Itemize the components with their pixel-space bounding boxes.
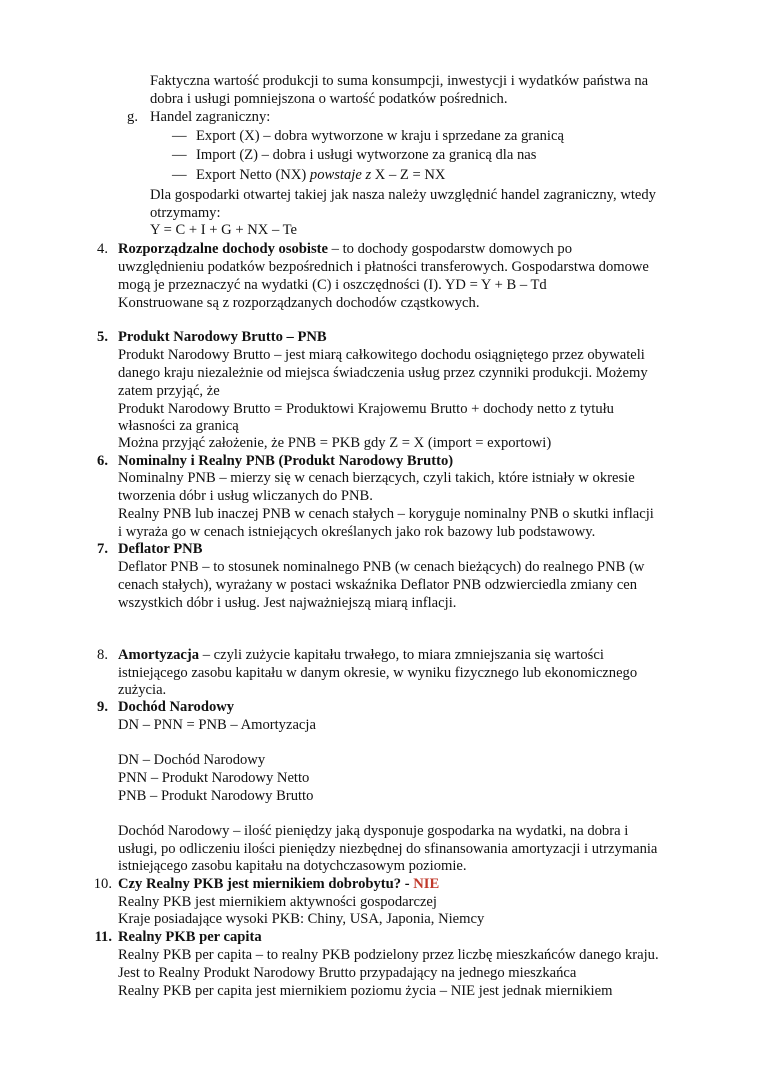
section-7-line-1: Deflator PNB – to stosunek nominalnego PNB (w cenach bieżących) do realnego PNB (w <box>118 559 645 575</box>
section-8-line-3: zużycia. <box>118 682 167 698</box>
bullet-import: Import (Z) – dobra i usługi wytworzone za granicą dla nas <box>196 147 537 163</box>
item-g-marker: g. <box>127 109 138 125</box>
section-4-line-2: uwzględnieniu podatków bezpośrednich i płatności transferowych. Gospodarstwa domowe <box>118 259 649 275</box>
section-10-number: 10. <box>93 876 112 892</box>
section-11-title: Realny PKB per capita <box>118 929 262 945</box>
section-8-line-1-rest: – czyli zużycie kapitału trwałego, to miara zmniejszania się wartości <box>202 647 604 663</box>
section-10-heading <box>118 875 439 893</box>
section-11-line-2: Jest to Realny Produkt Narodowy Brutto przypadający na jednego mieszkańca <box>118 965 577 981</box>
section-6-number: 6. <box>97 453 108 469</box>
section-11-number: 11. <box>94 929 112 945</box>
section-4-title: Rozporządzalne dochody osobiste <box>118 241 328 257</box>
section-7-title: Deflator PNB <box>118 541 203 557</box>
intro-line-2: dobra i usługi pomniejszona o wartość podatków pośrednich. <box>150 91 508 107</box>
section-8-line-2: istniejącego zasobu kapitału w danym okresie, w wyniku fizycznego lub ekonomicznego <box>118 665 638 681</box>
section-8-line-1 <box>118 646 604 664</box>
section-9-line-1: Dochód Narodowy – ilość pieniędzy jaką dysponuje gospodarka na wydatki, na dobra i <box>118 823 629 839</box>
item-g-formula: Y = C + I + G + NX – Te <box>150 222 298 238</box>
section-6-title: Nominalny i Realny PNB (Produkt Narodowy Brutto) <box>118 453 454 469</box>
section-11-line-3: Realny PKB per capita jest miernikiem poziomu życia – NIE jest jednak miernikiem <box>118 983 613 999</box>
section-5-line-2: danego kraju niezależnie od miejsca świadczenia usług przez czynniki produkcji. Możemy <box>118 365 648 381</box>
section-5-title: Produkt Narodowy Brutto – PNB <box>118 329 327 345</box>
section-6-line-2: tworzenia dóbr i usług wliczanych do PNB. <box>118 488 373 504</box>
section-4-line-1-rest: – to dochody gospodarstw domowych po <box>331 241 573 257</box>
section-5-line-4: Produkt Narodowy Brutto = Produktowi Krajowemu Brutto + dochody netto z tytułu <box>118 401 614 417</box>
section-9-line-2: usługi, po odliczeniu ilości pieniędzy niezbędnej do sfinansowania amortyzacji i utrzymania <box>118 841 658 857</box>
section-10-title: Czy Realny PKB jest miernikiem dobrobytu? - <box>118 876 410 892</box>
item-g-title: Handel zagraniczny: <box>150 109 271 125</box>
section-5-line-3: zatem przyjąć, że <box>118 383 220 399</box>
bullet-export-netto-formula: X – Z = NX <box>374 167 446 183</box>
section-4-line-3: mogą je przeznaczyć na wydatki (C) i oszczędności (I). YD = Y + B – Td <box>118 277 547 293</box>
section-4-line-4: Konstruowane są z rozporządzanych dochodów cząstkowych. <box>118 295 480 311</box>
bullet-export-netto <box>196 166 445 184</box>
bullet-export-netto-italic: powstaje z <box>309 167 372 183</box>
item-g-text-2: otrzymamy: <box>150 205 221 221</box>
section-6-line-3: Realny PNB lub inaczej PNB w cenach stałych – koryguje nominalny PNB o skutki inflacji <box>118 506 654 522</box>
section-9-number: 9. <box>97 699 108 715</box>
section-4-number: 4. <box>97 241 108 257</box>
section-5-line-6: Można przyjąć założenie, że PNB = PKB gdy Z = X (import = exportowi) <box>118 435 552 451</box>
section-9-def-2: PNN – Produkt Narodowy Netto <box>118 770 310 786</box>
section-9-def-1: DN – Dochód Narodowy <box>118 752 266 768</box>
section-9-formula: DN – PNN = PNB – Amortyzacja <box>118 717 316 733</box>
section-10-answer: NIE <box>413 876 440 892</box>
bullet-export-netto-label: Export Netto (NX) <box>196 167 307 183</box>
section-7-line-3: wszystkich dóbr i usług. Jest najważniejszą miarą inflacji. <box>118 595 457 611</box>
section-4-line-1 <box>118 240 572 258</box>
section-6-line-1: Nominalny PNB – mierzy się w cenach bierzących, czyli takich, które istniały w okresie <box>118 470 635 486</box>
section-7-line-2: cenach stałych), wyrażany w postaci wskaźnika Deflator PNB odzwierciedla zmiany cen <box>118 577 638 593</box>
section-5-line-5: własności za granicą <box>118 418 239 434</box>
section-5-line-1: Produkt Narodowy Brutto – jest miarą całkowitego dochodu osiągniętego przez obywateli <box>118 347 645 363</box>
section-9-def-3: PNB – Produkt Narodowy Brutto <box>118 788 314 804</box>
section-9-line-3: istniejącego zasobu kapitału na dotychczasowym poziomie. <box>118 858 467 874</box>
section-6-line-4: i wyraża go w cenach istniejących określanych jako rok bazowy lub podstawowy. <box>118 524 596 540</box>
bullet-dash: — <box>172 167 187 183</box>
bullet-dash: — <box>172 147 187 163</box>
section-5-number: 5. <box>97 329 108 345</box>
bullet-dash: — <box>172 128 187 144</box>
section-8-number: 8. <box>97 647 108 663</box>
intro-line-1: Faktyczna wartość produkcji to suma konsumpcji, inwestycji i wydatków państwa na <box>150 73 649 89</box>
bullet-export: Export (X) – dobra wytworzone w kraju i sprzedane za granicą <box>196 128 564 144</box>
section-9-title: Dochód Narodowy <box>118 699 235 715</box>
section-10-line-2: Kraje posiadające wysoki PKB: Chiny, USA, Japonia, Niemcy <box>118 911 485 927</box>
section-10-line-1: Realny PKB jest miernikiem aktywności gospodarczej <box>118 894 437 910</box>
section-11-line-1: Realny PKB per capita – to realny PKB podzielony przez liczbę mieszkańców danego kraju. <box>118 947 659 963</box>
section-8-title: Amortyzacja <box>118 647 200 663</box>
item-g-text-1: Dla gospodarki otwartej takiej jak nasza należy uwzględnić handel zagraniczny, wtedy <box>150 187 656 203</box>
section-7-number: 7. <box>97 541 108 557</box>
